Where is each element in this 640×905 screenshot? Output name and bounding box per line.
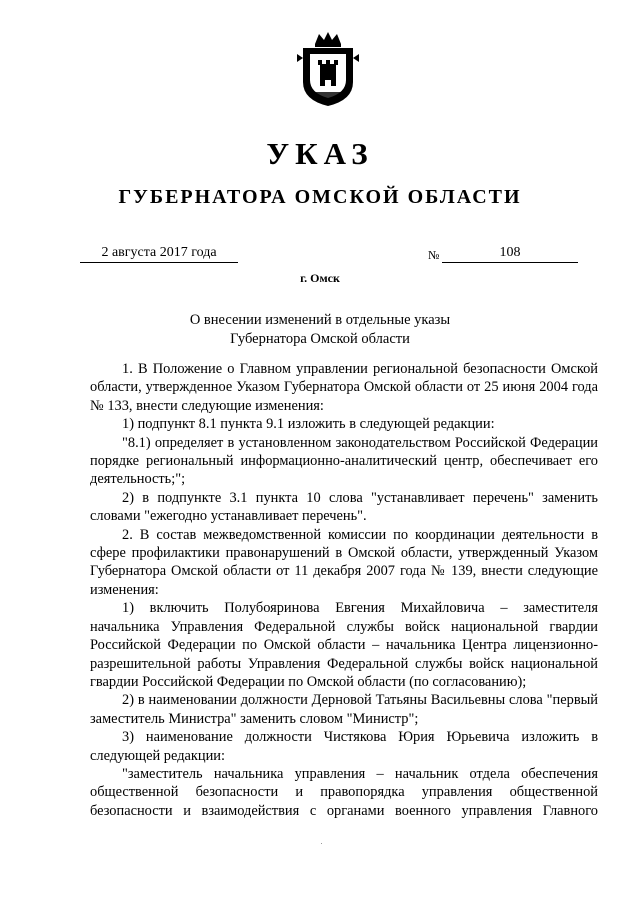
document-title: УКАЗ: [266, 136, 374, 171]
document-number: 108: [442, 244, 578, 263]
paragraph-6: 1) включить Полубояринова Евгения Михайловича – заместителя начальника Управления Федеральной службы войск национальной гвардии Российской Федерации по Омской области – начальника Центра лицензионно-разрешительной работы Управления Федеральной службы войск национальной гвардии Российской Федерации по Омской области (по согласованию);: [90, 600, 598, 690]
paragraph-9: "заместитель начальника управления – начальник отдела обеспечения общественной безопасности и правопорядка управления общественной безопасности и взаимодействия с органами военного управления Главного: [90, 765, 598, 819]
paragraph-7: 2) в наименовании должности Дерновой Татьяны Васильевны слова "первый заместитель Министра" заменить словом "Министр";: [90, 692, 598, 727]
document-body: [90, 360, 598, 820]
document-city: г. Омск: [300, 271, 340, 285]
document-date: 2 августа 2017 года: [80, 244, 238, 263]
document-subject: [0, 311, 640, 349]
paragraph-2: 1) подпункт 8.1 пункта 9.1 изложить в следующей редакции:: [122, 416, 495, 433]
subject-line-1: О внесении изменений в отдельные указы: [189, 312, 451, 328]
coat-of-arms-emblem: [293, 30, 363, 108]
paragraph-5: 2. В состав межведомственной комиссии по координации деятельности в сфере профилактики правонарушений в Омской области, утвержденный Указом Губернатора Омской области от 11 декабря 2007 года № 139, внести следующие изменения:: [90, 526, 598, 598]
subject-line-2: Губернатора Омской области: [230, 331, 410, 347]
paragraph-8: 3) наименование должности Чистякова Юрия Юрьевича изложить в следующей редакции:: [90, 729, 598, 764]
scan-speck: [321, 843, 322, 844]
paragraph-3: "8.1) определяет в установленном законодательством Российской Федерации порядке региональный информационно-аналитический центр, обеспечивает его деятельность;";: [90, 434, 598, 488]
document-subtitle: ГУБЕРНАТОРА ОМСКОЙ ОБЛАСТИ: [118, 186, 522, 208]
paragraph-1: 1. В Положение о Главном управлении региональной безопасности Омской области, утвержденное Указом Губернатора Омской области от 25 июня 2004 года № 133, внести следующие изменения:: [90, 361, 598, 414]
number-sign: №: [428, 248, 440, 262]
paragraph-4: 2) в подпункте 3.1 пункта 10 слова "устанавливает перечень" заменить словами "ежегодно устанавливает перечень".: [90, 489, 598, 525]
